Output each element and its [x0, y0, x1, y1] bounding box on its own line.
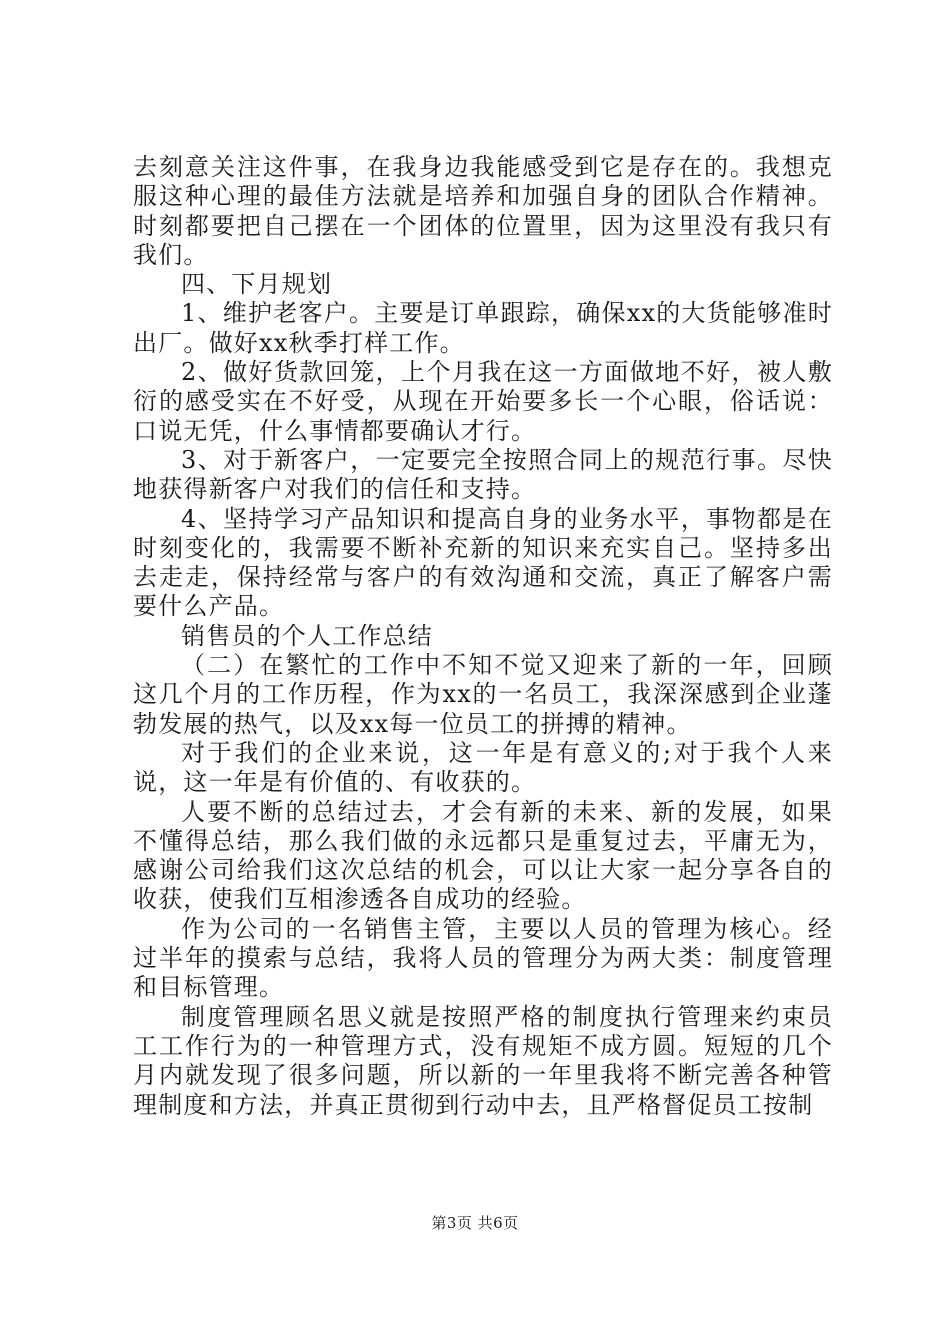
plan-item-3: 3、对于新客户，一定要完全按照合同上的规范行事。尽快地获得新客户对我们的信任和支持。: [133, 445, 833, 504]
paragraph-meaning: 对于我们的企业来说，这一年是有意义的;对于我个人来说，这一年是有价值的、有收获的。: [133, 738, 833, 797]
section-title-sales-summary: 销售员的个人工作总结: [181, 621, 433, 650]
plan-item-1: 1、维护老客户。主要是订单跟踪，确保xx的大货能够准时出厂。做好xx秋季打样工作。: [133, 299, 833, 357]
plan-item-4: 4、坚持学习产品知识和提高自身的业务水平，事物都是在时刻变化的，我需要不断补充新的知识来充实自己。坚持多出去走走，保持经常与客户的有效沟通和交流，真正了解客户需要什么产品。: [133, 504, 833, 621]
paragraph-part-two: （二）在繁忙的工作中不知不觉又迎来了新的一年，回顾这几个月的工作历程，作为xx的一名员工，我深深感到企业蓬勃发展的热气，以及xx每一位员工的拼搏的精神。: [133, 651, 833, 738]
paragraph-sales-manager: 作为公司的一名销售主管，主要以人员的管理为核心。经过半年的摸索与总结，我将人员的管理分为两大类：制度管理和目标管理。: [133, 914, 833, 1002]
paragraph-1: 去刻意关注这件事，在我身边我能感受到它是存在的。我想克服这种心理的最佳方法就是培养和加强自身的团队合作精神。时刻都要把自己摆在一个团体的位置里，因为这里没有我只有我们。: [133, 153, 833, 269]
document-body: [133, 153, 833, 1120]
plan-item-2: 2、做好货款回笼，上个月我在这一方面做地不好，被人敷衍的感受实在不好受，从现在开始要多长一个心眼，俗话说：口说无凭，什么事情都要确认才行。: [133, 358, 833, 445]
paragraph-system-management: 制度管理顾名思义就是按照严格的制度执行管理来约束员工工作行为的一种管理方式，没有规矩不成方圆。短短的几个月内就发现了很多问题，所以新的一年里我将不断完善各种管理制度和方法，并真正贯彻到行动中去，且严格督促员工按制: [133, 1002, 833, 1119]
section-heading-next-month-plan: 四、下月规划: [181, 270, 333, 299]
paragraph-summarize-past: 人要不断的总结过去，才会有新的未来、新的发展，如果不懂得总结，那么我们做的永远都只是重复过去，平庸无为，感谢公司给我们这次总结的机会，可以让大家一起分享各自的收获，使我们互相渗透各自成功的经验。: [133, 797, 833, 914]
page-number-footer: 第3页 共6页: [431, 1214, 519, 1232]
